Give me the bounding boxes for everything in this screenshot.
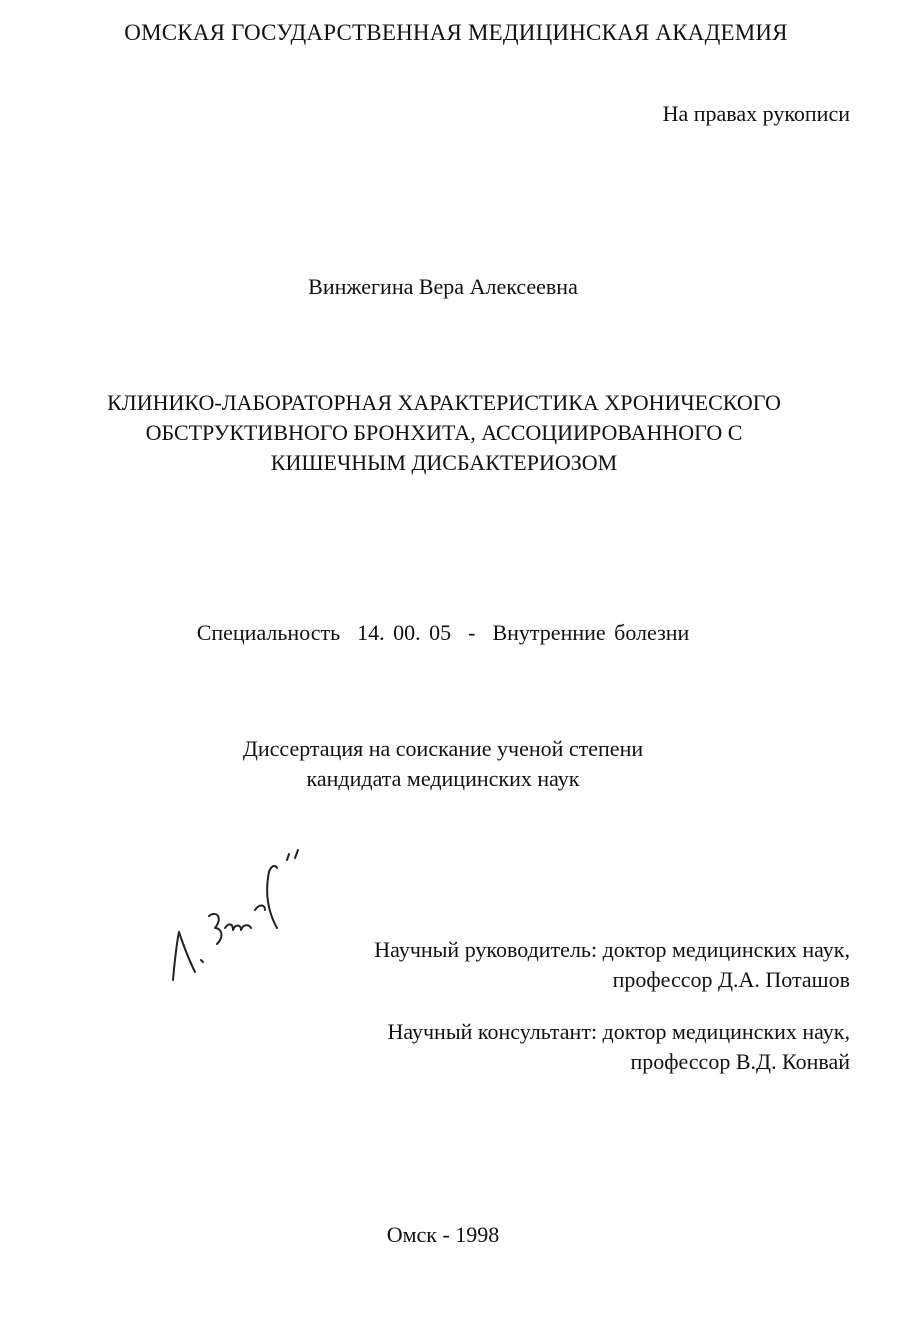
- title-line-3: КИШЕЧНЫМ ДИСБАКТЕРИОЗОМ: [270, 450, 618, 475]
- degree-line-1: Диссертация на соискание ученой степени: [242, 736, 644, 761]
- degree-statement: [0, 734, 886, 794]
- title-line-2: ОБСТРУКТИВНОГО БРОНХИТА, АССОЦИИРОВАННОГО С: [145, 420, 743, 445]
- supervisor-name: профессор Д.А. Поташов: [612, 967, 850, 992]
- consultant-block: [387, 1017, 850, 1077]
- city-year: Омск - 1998: [386, 1222, 500, 1247]
- handwritten-signature-icon: [165, 832, 315, 982]
- institution-heading: ОМСКАЯ ГОСУДАРСТВЕННАЯ МЕДИЦИНСКАЯ АКАДЕМИЯ: [124, 20, 788, 45]
- consultant-name: профессор В.Д. Конвай: [630, 1049, 850, 1074]
- author-name: Винжегина Вера Алексеевна: [308, 274, 578, 299]
- degree-line-2: кандидата медицинских наук: [306, 766, 580, 791]
- manuscript-note: На правах рукописи: [662, 101, 850, 126]
- supervisor-block: [374, 935, 850, 995]
- dissertation-title: [0, 388, 888, 478]
- supervisor-title: Научный руководитель: доктор медицинских наук,: [374, 937, 850, 962]
- specialty-line: Специальность 14. 00. 05 - Внутренние болезни: [196, 620, 690, 645]
- consultant-title: Научный консультант: доктор медицинских наук,: [387, 1019, 850, 1044]
- title-line-1: КЛИНИКО-ЛАБОРАТОРНАЯ ХАРАКТЕРИСТИКА ХРОНИЧЕСКОГО: [107, 390, 781, 415]
